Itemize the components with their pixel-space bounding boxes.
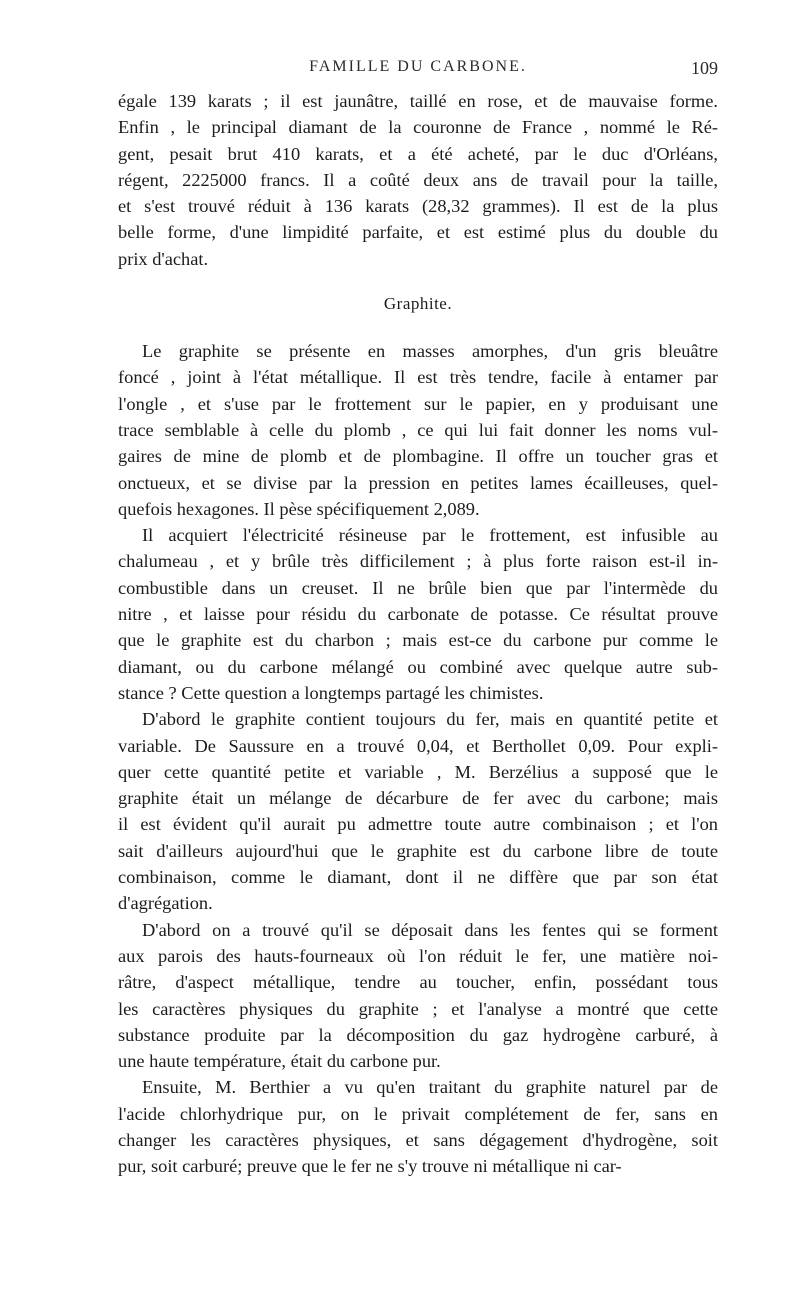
text-line: prix d'achat. bbox=[118, 248, 209, 269]
page-number: 109 bbox=[691, 58, 718, 78]
text-line: aux parois des hauts-fourneaux où l'on réduit le fer, une matière noi- bbox=[118, 945, 718, 966]
text-line: substance produite par la décomposition du gaz hydrogène carburé, à bbox=[118, 1024, 718, 1045]
text-line: régent, 2225000 francs. Il a coûté deux ans de travail pour la taille, bbox=[118, 169, 718, 190]
text-line: variable. De Saussure en a trouvé 0,04, et Berthollet 0,09. Pour expli- bbox=[118, 735, 718, 756]
text-line: Il acquiert l'électricité résineuse par le frottement, est infusible au bbox=[142, 525, 718, 546]
paragraph bbox=[118, 706, 718, 916]
text-line: combinaison, comme le diamant, dont il ne diffère que par son état bbox=[118, 867, 718, 888]
text-line: foncé , joint à l'état métallique. Il est très tendre, facile à entamer par bbox=[118, 367, 718, 388]
text-block bbox=[118, 88, 718, 1180]
text-line: sait d'ailleurs aujourd'hui que le graphite est du carbone libre de toute bbox=[118, 840, 718, 861]
text-line: que le graphite est du charbon ; mais est-ce du carbone pur comme le bbox=[118, 630, 718, 651]
text-line: changer les caractères physiques, et sans dégagement d'hydrogène, soit bbox=[118, 1129, 718, 1150]
paragraph bbox=[118, 338, 718, 522]
text-line: et s'est trouvé réduit à 136 karats (28,32 grammes). Il est de la plus bbox=[118, 196, 718, 217]
section-heading: Graphite. bbox=[383, 294, 453, 314]
text-line: l'ongle , et s'use par le frottement sur le papier, en y produisant une bbox=[118, 393, 718, 414]
paragraph bbox=[118, 1074, 718, 1179]
text-line: chalumeau , et y brûle très difficilement ; à plus forte raison est-il in- bbox=[118, 551, 718, 572]
text-line: pur, soit carburé; preuve que le fer ne s'y trouve ni métallique ni car- bbox=[118, 1156, 622, 1177]
text-line: quer cette quantité petite et variable , M. Berzélius a supposé que le bbox=[118, 761, 718, 782]
text-line: quefois hexagones. Il pèse spécifiquement 2,089. bbox=[118, 498, 480, 519]
running-title: FAMILLE DU CARBONE. bbox=[309, 58, 527, 75]
paragraph bbox=[118, 917, 718, 1075]
text-line: l'acide chlorhydrique pur, on le privait complétement de fer, sans en bbox=[118, 1103, 718, 1124]
text-line: une haute température, était du carbone pur. bbox=[118, 1051, 441, 1072]
text-line: Ensuite, M. Berthier a vu qu'en traitant du graphite naturel par de bbox=[142, 1077, 718, 1098]
text-line: nitre , et laisse pour résidu du carbonate de potasse. Ce résultat prouve bbox=[118, 604, 718, 625]
text-line: Enfin , le principal diamant de la couronne de France , nommé le Ré- bbox=[118, 117, 718, 138]
text-line: il est évident qu'il aurait pu admettre toute autre combinaison ; et l'on bbox=[118, 814, 718, 835]
text-line: stance ? Cette question a longtemps partagé les chimistes. bbox=[118, 682, 544, 703]
section-paragraphs bbox=[118, 338, 718, 1180]
text-line: trace semblable à celle du plomb , ce qui lui fait donner les noms vul- bbox=[118, 419, 718, 440]
text-line: Le graphite se présente en masses amorphes, d'un gris bleuâtre bbox=[142, 341, 718, 362]
text-line: combustible dans un creuset. Il ne brûle bien que par l'intermède du bbox=[118, 577, 718, 598]
text-line: graphite était un mélange de décarbure de fer avec du carbone; mais bbox=[118, 788, 718, 809]
text-line: gaires de mine de plomb et de plombagine. Il offre un toucher gras et bbox=[118, 446, 718, 467]
text-line: diamant, ou du carbone mélangé ou combiné avec quelque autre sub- bbox=[118, 656, 718, 677]
text-line: d'agrégation. bbox=[118, 893, 213, 914]
text-line: D'abord on a trouvé qu'il se déposait dans les fentes qui se forment bbox=[142, 919, 718, 940]
intro-paragraphs bbox=[118, 88, 718, 272]
text-line: égale 139 karats ; il est jaunâtre, taillé en rose, et de mauvaise forme. bbox=[118, 91, 718, 111]
paragraph bbox=[118, 88, 718, 272]
paragraph bbox=[118, 522, 718, 706]
text-line: les caractères physiques du graphite ; et l'analyse a montré que cette bbox=[118, 998, 718, 1019]
text-line: onctueux, et se divise par la pression en petites lames écailleuses, quel- bbox=[118, 472, 718, 493]
text-line: râtre, d'aspect métallique, tendre au toucher, enfin, possédant tous bbox=[118, 972, 718, 993]
text-line: gent, pesait brut 410 karats, et a été acheté, par le duc d'Orléans, bbox=[118, 143, 718, 164]
text-line: D'abord le graphite contient toujours du fer, mais en quantité petite et bbox=[142, 709, 718, 730]
running-head bbox=[118, 58, 718, 82]
text-line: belle forme, d'une limpidité parfaite, et est estimé plus du double du bbox=[118, 222, 718, 243]
